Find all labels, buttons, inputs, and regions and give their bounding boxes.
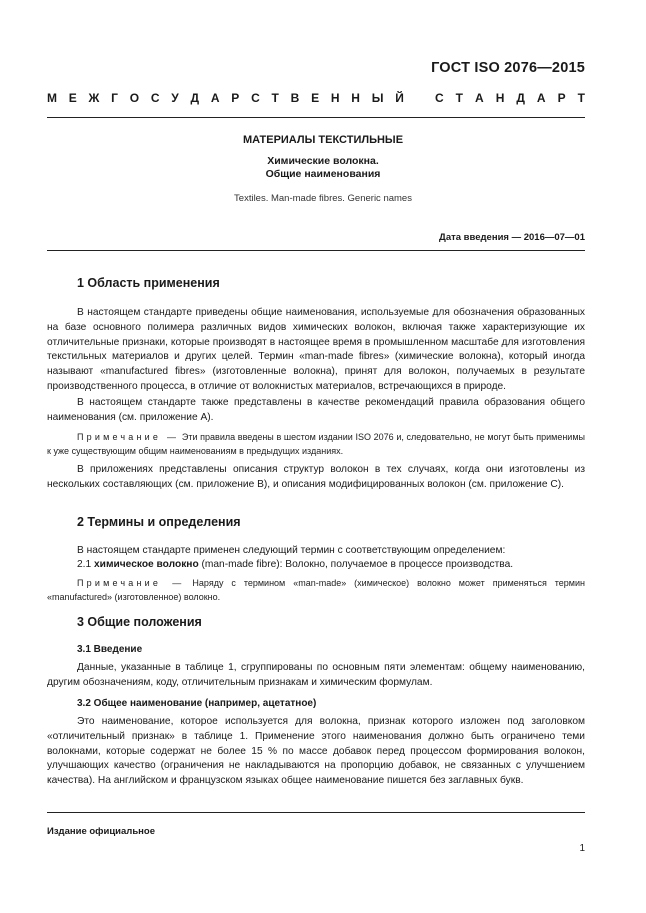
document-subtitle-line2: Общие наименования <box>265 168 381 180</box>
section-1-heading: 1 Область применения <box>77 276 220 290</box>
subsection-3-1-paragraph: Данные, указанные в таблице 1, сгруппированы по основным пяти элементам: общему наименованию, другим обозначениям, коду, отличительным признакам и химическим формулам. <box>47 662 585 688</box>
section-2-heading: 2 Термины и определения <box>77 515 241 529</box>
note-label: Примечание — <box>77 578 185 588</box>
section-1-note: Примечание — Эти правила введены в шестом издании ISO 2076 и, следовательно, не могут быть применимы к уже существующим общим наименованиям в предыдущих изданиях. <box>47 432 585 456</box>
document-number: ГОСТ ISO 2076—2015 <box>431 60 585 76</box>
section-2-note: Примечание — Наряду с термином «man-made» (химическое) волокно может применяться термин «manufactured» (изготовленное) волокно. <box>47 578 585 602</box>
document-subtitle-line1: Химические волокна. <box>267 155 379 167</box>
subsection-3-1-heading: 3.1 Введение <box>77 644 143 655</box>
page-number: 1 <box>579 843 585 854</box>
introduction-date: Дата введения — 2016—07—01 <box>439 232 585 243</box>
document-title-english: Textiles. Man-made fibres. Generic names <box>234 193 412 204</box>
banner-word-interstate: М Е Ж Г О С У Д А Р С Т В Е Н Н Ы Й <box>47 91 404 105</box>
section-1-paragraph-3: В приложениях представлены описания структур волокон в тех случаях, когда они изготовлены из нескольких составляющих (см. приложение В), и описания модифицированных волокон (см. приложение С). <box>47 464 585 490</box>
date-divider <box>47 250 585 251</box>
term-name: химическое волокно <box>94 559 199 570</box>
section-1-paragraph-1: В настоящем стандарте приведены общие наименования, используемые для обозначения образованных на базе основного полимера различных видов химических волокон, включая также характеризующие их отличительные признаки, которые производят в настоящее время в промышленном масштабе для изготовления текстильных материалов и других целей. Термин «man-made fibres» (химические волокна), который иногда называют «manufactured fibres» (изготовленные волокна), принят для волокон, получаемых в результате производственного процесса, в отличие от волокнистых материалов, встречающихся в природе. <box>47 307 585 392</box>
banner-word-standard: С Т А Н Д А Р Т <box>435 91 585 105</box>
section-2-paragraph-1: В настоящем стандарте применен следующий термин с соответствующим определением: <box>77 545 506 556</box>
subsection-3-2-paragraph: Это наименование, которое используется для волокна, признак которого изложен под заголовком «отличительный признак» в таблице 1. Применение этого наименования должно быть ограничено теми волокнами, которые содержат не более 15 % по массе добавок перед процессом формирования волокон, улучшающих качество (ограничения не накладываются на пропорцию добавок, не связанных с улучшением качества). На английском и французском языках общее наименование пишется без заглавных букв. <box>47 716 585 787</box>
section-1-paragraph-2: В настоящем стандарте также представлены в качестве рекомендаций правила образования общего наименования (см. приложение А). <box>47 397 585 423</box>
section-3-heading: 3 Общие положения <box>77 615 202 629</box>
term-definition-2-1: 2.1 химическое волокно (man-made fibre): Волокно, получаемое в процессе производства. <box>77 559 514 570</box>
official-edition-label: Издание официальное <box>47 826 155 837</box>
footer-divider <box>47 812 585 813</box>
standard-banner <box>47 91 585 105</box>
subsection-3-2-heading: 3.2 Общее наименование (например, ацетатное) <box>77 698 317 709</box>
note-label: Примечание — <box>77 432 180 442</box>
header-divider <box>47 117 585 118</box>
document-title: МАТЕРИАЛЫ ТЕКСТИЛЬНЫЕ <box>242 134 404 146</box>
